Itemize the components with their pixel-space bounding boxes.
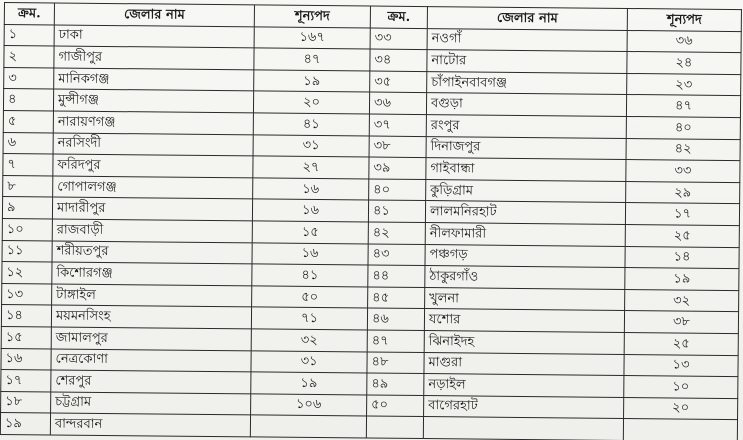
serial-cell: ৭ — [3, 154, 53, 176]
vacancy-cell: ২৯ — [626, 181, 740, 204]
vacancy-cell: ২০ — [624, 397, 738, 420]
serial-cell: ১৩ — [2, 283, 52, 305]
serial-cell: ১৮ — [1, 391, 51, 413]
vacancy-cell — [623, 419, 737, 440]
district-name-cell: নেত্রকোণা — [51, 348, 251, 372]
serial-cell: ৩৬ — [369, 92, 426, 114]
serial-cell: ১৪ — [1, 305, 51, 327]
district-name-cell: নীলফামারী — [425, 222, 625, 246]
district-name-cell: দিনাজপুর — [426, 136, 626, 160]
serial-header: ক্রম. — [370, 6, 427, 28]
serial-cell: ৩৩ — [370, 28, 427, 50]
serial-cell: ৩ — [4, 67, 54, 89]
vacancy-cell: ১৪ — [625, 246, 739, 269]
vacancy-cell: ৪২ — [626, 138, 740, 161]
vacancy-cell: ১৯ — [251, 372, 367, 395]
district-name-cell: টাঙ্গাইল — [52, 284, 252, 308]
district-name-cell: নওগাঁ — [427, 28, 627, 52]
vacancy-cell: ৩১ — [251, 350, 367, 373]
serial-cell: ৪০ — [369, 179, 426, 201]
district-name-cell: শেরপুর — [51, 370, 251, 394]
vacancy-cell — [250, 415, 366, 438]
district-name-cell: ময়মনসিংহ — [51, 305, 251, 329]
vacancy-cell: ৪১ — [253, 113, 369, 136]
district-name-cell: পঞ্চগড় — [425, 244, 625, 268]
vacancy-cell: ৪৭ — [254, 48, 370, 71]
vacancy-cell: ১৭ — [625, 203, 739, 226]
vacancy-cell: ৩২ — [625, 289, 739, 312]
serial-cell: ৩৪ — [370, 49, 427, 71]
district-name-cell: রাজবাড়ী — [52, 219, 252, 243]
vacancy-cell: ১৩ — [624, 354, 738, 377]
vacancy-cell: ৫০ — [252, 286, 368, 309]
district-name-cell: নারায়ণগঞ্জ — [53, 111, 253, 135]
district-name-cell — [423, 417, 623, 440]
vacancy-cell: ১৬ — [252, 199, 368, 222]
serial-header: ক্রম. — [4, 3, 54, 25]
vacancy-cell: ৩৩ — [626, 160, 740, 183]
district-name-cell: রংপুর — [426, 115, 626, 139]
vacancy-cell: ২৭ — [253, 156, 369, 179]
vacancy-cell: ৪৭ — [626, 95, 740, 118]
serial-cell: ৪৪ — [368, 265, 425, 287]
district-name-cell: বগুড়া — [426, 93, 626, 117]
serial-cell: ৩৯ — [369, 157, 426, 179]
district-name-cell: যশোর — [424, 309, 624, 333]
vacancy-cell: ৩৬ — [627, 30, 741, 53]
vacancy-cell: ৪০ — [626, 116, 740, 139]
district-name-cell: গাজীপুর — [54, 46, 254, 70]
district-name-cell: নাটোর — [427, 50, 627, 74]
serial-cell: ৫০ — [367, 395, 424, 417]
serial-cell: ৫ — [3, 110, 53, 132]
district-name-cell: গোপালগঞ্জ — [53, 176, 253, 200]
district-name-cell: লালমনিরহাট — [425, 201, 625, 225]
district-name-cell: ঢাকা — [54, 25, 254, 49]
district-vacancy-table — [0, 2, 742, 440]
serial-cell: ১ — [4, 24, 54, 46]
district-name-cell: শরীয়তপুর — [52, 241, 252, 265]
serial-cell: ৩৭ — [369, 114, 426, 136]
district-name-cell: জামালপুর — [51, 327, 251, 351]
vacancy-cell: ১০৬ — [251, 394, 367, 417]
serial-cell: ৪৭ — [367, 330, 424, 352]
vacancy-cell: ৭১ — [251, 307, 367, 330]
district-name-cell: চট্টগ্রাম — [51, 392, 251, 416]
vacancy-cell: ৩১ — [253, 134, 369, 157]
vacancy-cell: ২৫ — [624, 332, 738, 355]
vacancy-cell: ৩৮ — [624, 311, 738, 334]
serial-cell: ৯ — [2, 197, 52, 219]
serial-cell: ১৬ — [1, 348, 51, 370]
serial-cell: ৪৮ — [367, 352, 424, 374]
serial-cell: ৪ — [3, 89, 53, 111]
vacancy-cell: ১৯ — [254, 70, 370, 93]
vacancy-header: শূন্যপদ — [254, 5, 370, 28]
district-name-cell: নড়াইল — [424, 374, 624, 398]
serial-cell: ১০ — [2, 218, 52, 240]
serial-cell: ৮ — [3, 175, 53, 197]
district-name-cell: ঝিনাইদহ — [424, 330, 624, 354]
district-name-cell: বাগেরহাট — [424, 395, 624, 419]
district-name-cell: খুলনা — [425, 287, 625, 311]
district-name-cell: নরসিংদী — [53, 133, 253, 157]
serial-cell: ১৯ — [0, 413, 50, 435]
district-name-cell: গাইবান্ধা — [426, 158, 626, 182]
district-name-cell: বান্দরবান — [50, 413, 250, 437]
district-name-cell: কিশোরগঞ্জ — [52, 262, 252, 286]
vacancy-cell: ২০ — [253, 91, 369, 114]
vacancy-cell: ২৫ — [625, 224, 739, 247]
serial-cell: ৬ — [3, 132, 53, 154]
vacancy-cell: ২৩ — [627, 73, 741, 96]
serial-cell: ৪৩ — [368, 244, 425, 266]
serial-cell: ১৭ — [1, 370, 51, 392]
serial-cell: ৪২ — [368, 222, 425, 244]
district-name-cell: ফরিদপুর — [53, 154, 253, 178]
vacancy-cell: ১৫ — [252, 221, 368, 244]
serial-cell: ৪১ — [368, 200, 425, 222]
district-name-cell: কুড়িগ্রাম — [426, 179, 626, 203]
district-name-cell: ঠাকুরগাঁও — [425, 266, 625, 290]
serial-cell: ৩৮ — [369, 136, 426, 158]
serial-cell — [366, 416, 423, 438]
serial-cell: ১২ — [2, 262, 52, 284]
district-name-cell: মাগুরা — [424, 352, 624, 376]
vacancy-cell: ৪১ — [252, 264, 368, 287]
district-name-cell: চাঁপাইনবাবগঞ্জ — [427, 71, 627, 95]
district-name-cell: মাদারীপুর — [52, 197, 252, 221]
district-header: জেলার নাম — [427, 7, 627, 31]
district-header: জেলার নাম — [54, 3, 254, 27]
vacancy-cell: ১৬৭ — [254, 26, 370, 49]
district-name-cell: মানিকগঞ্জ — [54, 68, 254, 92]
vacancy-cell: ১০ — [624, 376, 738, 399]
serial-cell: ৩৫ — [370, 71, 427, 93]
vacancy-header: শূন্যপদ — [627, 8, 741, 31]
vacancy-cell: ১৬ — [252, 242, 368, 265]
vacancy-cell: ২৪ — [627, 52, 741, 75]
serial-cell: ৪৫ — [368, 287, 425, 309]
serial-cell: ২ — [4, 46, 54, 68]
vacancy-cell: ১৯ — [625, 268, 739, 291]
serial-cell: ১৫ — [1, 326, 51, 348]
serial-cell: ৪৬ — [367, 308, 424, 330]
vacancy-cell: ৩২ — [251, 329, 367, 352]
district-name-cell: মুন্সীগঞ্জ — [53, 89, 253, 113]
serial-cell: ৪৯ — [367, 373, 424, 395]
serial-cell: ১১ — [2, 240, 52, 262]
vacancy-cell: ১৬ — [253, 178, 369, 201]
